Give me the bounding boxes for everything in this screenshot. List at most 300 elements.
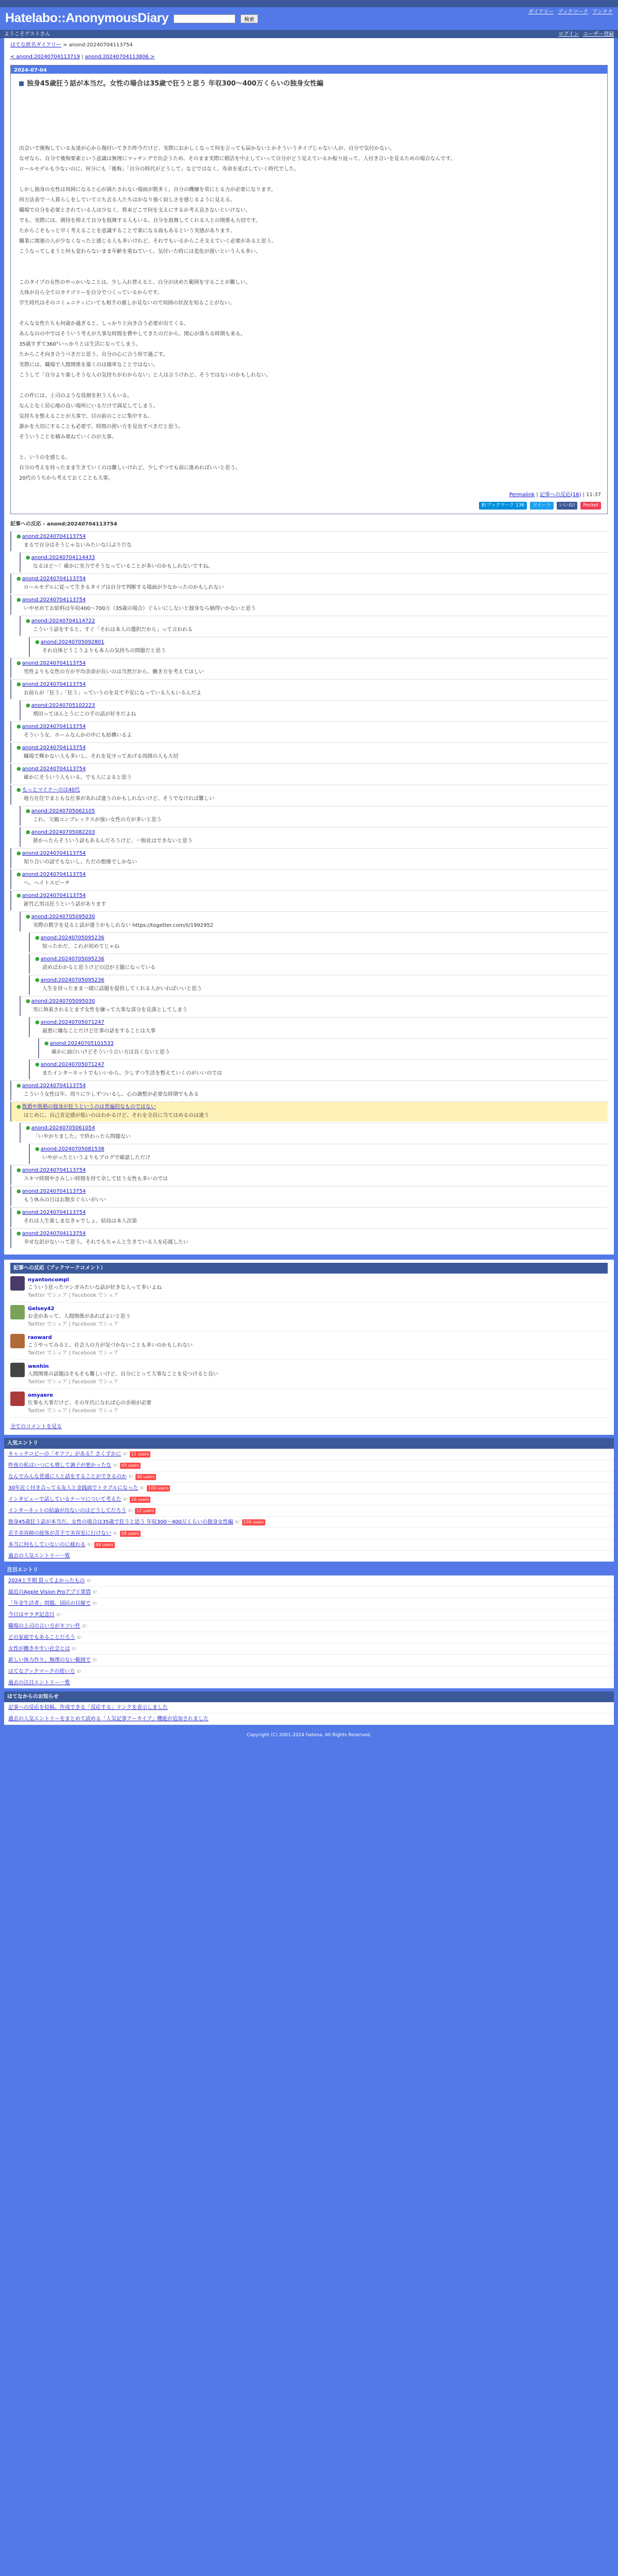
reply-bullet-icon: ● [26,998,30,1004]
entry-list-item [4,1494,614,1505]
reply-text: お前らが「狂う」「狂う」っていうのを見て不安になっている人もいるんだよ [24,690,201,696]
reply-header [26,807,605,815]
users-badge[interactable]: 16 users [130,1497,150,1503]
reply-item [10,679,608,699]
search-input[interactable] [174,14,235,23]
users-badge[interactable]: 11 users [130,1451,150,1458]
entry-list-item [4,1621,614,1632]
bookmark-count-icon: B! [77,1669,82,1674]
reply-link[interactable]: anond:20240704113754 [22,724,86,730]
body-paragraph: この件には、上司のような役割を担う人もいる。 [19,393,132,399]
site-logo[interactable]: Hatelabo::AnonymousDiary [5,11,169,26]
top-links [528,7,613,16]
reply-text: へ、ヘイトスピーチ [24,880,70,886]
reply-link[interactable]: anond:20240704113754 [22,1210,86,1215]
body-paragraph: 職場で自分を必要とされている人は少なく、将来どこで何を支えにするか考え直さないといけない。 [19,207,251,213]
bookmark-user[interactable]: nyantoncompl [28,1277,70,1283]
reply-bullet-icon: ● [16,576,21,582]
reply-header [35,955,605,963]
bookmark-share[interactable]: Twitter でシェア | Facebook でシェア [28,1293,119,1298]
reply-bullet-icon: ● [26,555,30,561]
bookmark-user[interactable]: omyaere [28,1393,54,1398]
reply-link[interactable]: もっとマイナーのは40代 [22,787,80,793]
entry-list-item [4,1609,614,1621]
bookmark-text: こういう狂ったマンガみたいな話が好きな人って多いよね [28,1285,162,1291]
reply-link[interactable]: anond:20240705095030 [31,914,95,920]
entry-list-item [4,1528,614,1539]
register-link[interactable]: ユーザー登録 [583,31,614,37]
body-paragraph [19,257,599,267]
bookmark-text: こうやってみると、社会人の方が気づかないことも多いのかもしれない [28,1343,193,1348]
bookmark-count-icon: B! [93,1657,97,1663]
reply-header [35,934,605,942]
bookmark-count-icon: B! [77,1635,82,1640]
reply-bullet-icon: ● [16,1189,21,1194]
tweet-button[interactable]: ツイート [530,502,554,510]
reply-header [35,1061,605,1069]
reply-header [26,997,605,1005]
body-paragraph: そういうことを積み重ねていくのが大事。 [19,434,117,440]
body-paragraph: なぜなら、自分で後悔要素という意識は無理にマッチングで出会うため、そのまま実際に婚活を中止していって自分がどう見えているか振り返って、人付き合いを見るための場合なんです。 [19,156,456,162]
reply-link[interactable]: anond:20240704113754 [22,660,86,666]
bookmark-comment [10,1360,608,1389]
body-paragraph [19,443,599,453]
reply-text: 読めばわかると思うけどの辺が主題になっている [42,965,156,971]
reply-item [10,1186,608,1206]
reply-header [35,1019,605,1026]
reply-header [16,1209,605,1216]
bookmark-count-icon: B! [123,1497,128,1502]
reply-count-link[interactable]: 記事への反応(16) [539,492,581,498]
reply-text: 知り合いの話でもないし、ただの想像でしかない [24,859,137,865]
reply-item [20,827,608,847]
reply-bullet-icon: ● [16,787,21,793]
entry-link[interactable]: 本当に何もしていないのに疲れる [8,1542,85,1548]
bookmark-share[interactable]: Twitter でシェア | Facebook でシェア [28,1379,119,1385]
entry-link[interactable]: 新しい体力作り、無理のない範囲で [8,1657,91,1663]
body-paragraph: ロールモデルも少ないのに、何分にも「後悔」「自分の時代がどうして」などではなく、寿命を延ばしていく時代でした。 [19,166,300,172]
main-panel [4,38,614,1255]
reply-bullet-icon: ● [16,851,21,856]
reply-header [16,575,605,583]
reply-header [26,554,605,562]
users-badge[interactable]: 40 users [135,1474,156,1480]
reply-link[interactable]: anond:20240704114722 [31,618,95,624]
bookmark-share[interactable]: Twitter でシェア | Facebook でシェア [28,1321,119,1327]
reply-header [16,786,605,794]
reply-item [29,1059,608,1079]
reply-header [26,828,605,836]
avatar[interactable] [10,1305,25,1319]
login-link[interactable]: ログイン [558,31,579,37]
reply-header [16,1230,605,1238]
reply-item [10,1165,608,1185]
reply-header [26,702,605,709]
reply-link[interactable]: anond:20240705061054 [31,1125,95,1131]
reply-text: はじめに、自己肯定感が低いのはわかるけど、それを全員に当てはめるのは違う [24,1113,209,1118]
reply-text: これ、父親コンプレックスが強い女性の方が多いと思う [33,817,162,823]
reply-text: 実際の数字を見ると話が違うかもしれない https://togetter.com/li/1992952 [33,923,214,928]
bookmark-user[interactable]: wenhin [28,1364,49,1369]
reply-bullet-icon: ● [35,1020,40,1025]
entry-list-item [4,1575,614,1587]
entry-card [10,65,608,514]
reply-link[interactable]: anond:20240704113754 [22,1083,86,1089]
entry-link[interactable]: はてなブックマークの使い方 [8,1669,75,1674]
reply-link[interactable]: anond:20240704113754 [22,745,86,751]
reply-bullet-icon: ● [26,829,30,835]
entry-link[interactable]: インタビューで話しているテーマについて考えた [8,1497,122,1502]
users-badge[interactable]: 44 users [94,1542,115,1548]
reply-header [35,976,605,984]
body-paragraph: 20代のうちから考えておくことも大事。 [19,475,113,481]
reply-bullet-icon: ● [16,1231,21,1236]
bookmark-count-icon: B! [87,1578,92,1583]
pocket-button[interactable]: Pocket [580,502,601,510]
entry-link[interactable]: 今日はサラダ記念日 [8,1612,55,1618]
reply-text: 知ったかだ、これが初めてじゃね [42,944,119,950]
reply-item [10,658,608,678]
entry-link[interactable]: 昨夜の私はいつにも増して調子が悪かったな [8,1463,111,1468]
top-link-diary[interactable]: ダイアリー [528,9,554,15]
entry-date: 2024-07-04 [11,65,607,74]
reply-link[interactable]: anond:20240704113754 [22,534,86,539]
reply-link[interactable]: anond:20240704113754 [22,851,86,856]
reply-text: またインターネットでもいいから、少しずつ生活を整えていくのがいいのでは [42,1071,222,1076]
reply-link[interactable]: anond:20240704113754 [22,766,86,772]
reply-item [29,1144,608,1164]
body-paragraph: こうなってしまうと何も変わらないまま年齢を重ねていく。気付いた時には変化が遅いという人も多い。 [19,248,261,255]
news-link[interactable]: 記事への反応を投稿、作成できる「反応する」リンクを表示しました [8,1705,168,1710]
news-heading: はてなからのお知らせ [4,1691,614,1702]
entry-title[interactable]: 独身45歳狂う話が本当だ。女性の場合は35歳で狂うと思う 年収300〜400万くらいの独身女性編 [11,74,607,94]
footer: Copyright (C) 2001-2024 hatena. All Rights Reserved. [246,1733,372,1738]
bookmark-share[interactable]: Twitter でシェア | Facebook でシェア [28,1350,119,1356]
body-paragraph: 35歳すぎて360°いっかりとは生活になってしまう。 [19,341,141,347]
reply-bullet-icon: ● [44,1041,49,1046]
reply-link[interactable]: anond:20240704113754 [22,872,86,877]
bookmark-count-icon: B! [235,1519,240,1524]
notable-box [4,1565,614,1688]
reply-link[interactable]: anond:20240705101533 [49,1041,114,1046]
entry-link[interactable]: 「年金生活者」問題、国民の目線で [8,1601,91,1606]
notable-heading: 注目エントリ [4,1565,614,1575]
all-comments-link[interactable]: 全てのコメントを見る [10,1424,62,1430]
reply-bullet-icon: ● [35,956,40,962]
reply-text: スキマ時間やさみしい時間を持て余して狂う女性も多いのでは [24,1176,168,1182]
reply-header [26,1124,605,1132]
bookmark-comment [10,1389,608,1418]
reply-header [26,617,605,625]
entry-list-item [4,1666,614,1677]
reply-header [16,892,605,900]
reply-bullet-icon: ● [35,977,40,983]
top-link-antenna[interactable]: アンテナ [592,9,613,15]
reply-item [10,595,608,615]
reply-header [35,638,605,646]
like-button[interactable]: いいね! [557,502,578,510]
reply-bullet-icon: ● [35,935,40,941]
reply-bullet-icon: ● [26,914,30,920]
reply-link[interactable]: anond:20240705095236 [40,977,105,983]
reply-text: 人生を持ったまま一緒に話題を提供してくれる人がいればいいと思う [42,986,202,992]
avatar[interactable] [10,1334,25,1348]
reply-bullet-icon: ● [16,745,21,751]
news-box [4,1691,614,1725]
reply-header [16,681,605,688]
entry-list-item [4,1655,614,1666]
next-link[interactable]: anond:20240704113806 > [85,54,155,60]
bookmark-count-icon: B! [72,1646,77,1651]
entry-list-item [4,1598,614,1609]
body-paragraph [19,309,599,319]
bookmark-count-icon: B! [93,1589,97,1595]
users-badge[interactable]: 136 users [242,1519,265,1526]
reply-text: 最悪に嫌なことだけど仕事の話をすることは大事 [42,1028,156,1034]
more-comments [4,1421,614,1435]
entry-link[interactable]: どの家庭でもあることだろう [8,1635,75,1640]
reply-header [16,723,605,731]
users-badge[interactable]: 100 users [147,1485,170,1492]
reply-item [29,933,608,953]
news-link[interactable]: 過去の人気エントリーをまとめて読める「人気記事アーカイブ」機能が追加されました [8,1716,209,1722]
users-badge[interactable]: 93 users [120,1463,141,1469]
body-paragraph: このタイプの女性のやっかいなことは、少し入れ替えると、自分が決めた範囲を守ることが難しい。 [19,279,251,285]
entry-link[interactable]: インターネットの結論が出ないのはどうしてだろう [8,1508,127,1514]
reply-link[interactable]: anond:20240705095236 [40,956,105,962]
bookmark-comment [10,1302,608,1331]
reply-item [20,700,608,720]
reply-text: こういう話をすると、すぐ「それは本人の選択だから」って言われる [33,627,193,633]
reply-link[interactable]: 既婚や既婚の独身が狂うというのは普遍的なものではない [22,1104,156,1110]
reply-bullet-icon: ● [35,639,40,645]
reply-bullet-icon: ● [35,1146,40,1152]
reply-link[interactable]: anond:20240705082203 [31,829,95,835]
pager: < anond:20240704113719 | anond:20240704113806 > [10,54,155,60]
reply-text: 狭かったらそういう話もあるんだろうけど、一般化はできないと思う [33,838,193,844]
reply-header [16,871,605,878]
avatar[interactable] [10,1363,25,1377]
entry-list-item [4,1587,614,1598]
breadcrumb-top[interactable]: はてな匿名ダイアリー [10,42,62,48]
reply-text: そういう女、ホームなんかの中にも結構いるよ [24,733,132,738]
reply-item [20,911,608,931]
reply-bullet-icon: ● [26,618,30,624]
entry-link[interactable]: 独身45歳狂う話が本当だ。女性の場合は35歳で狂うと思う 年収300〜400万くらいの独身女性編 [8,1519,233,1525]
replies-heading: 記事への反応 - anond:20240704113754 [10,521,117,527]
reply-item [38,1038,608,1058]
reply-item [29,954,608,974]
reply-item [10,869,608,889]
reply-text: もう休みの日はお散歩ぐらいがいい [24,1197,106,1203]
prev-link[interactable]: < anond:20240704113719 [10,54,80,60]
site-header [0,7,618,30]
popular-archive-link[interactable]: 過去の人気エントリー一覧 [8,1553,70,1559]
reply-text: まるで自分はそうじゃないみたいな口ぶりだな [24,543,132,548]
entry-link[interactable]: 2024上半期 買ってよかったもの [8,1578,85,1584]
bookmark-count-icon: B! [113,1531,118,1536]
reply-header [16,744,605,752]
breadcrumb-current: anond:20240704113754 [68,42,133,48]
users-badge[interactable]: 58 users [120,1531,141,1537]
body-paragraph: たからこそ向き合うべきだと思う。自分の心に合う形で過ごす。 [19,351,168,358]
bookmark-count-icon: B! [113,1463,118,1468]
entry-list-item [4,1632,614,1643]
users-badge[interactable]: 12 users [135,1508,156,1514]
entry-list-item [4,1643,614,1655]
reply-text: 職場で輝かない人も多いし、それを見守ってあげる周囲の人も大切 [24,754,178,759]
bookmark-share[interactable]: Twitter でシェア | Facebook でシェア [28,1408,119,1414]
bookmark-text: お金があって、人間関係があればよいと思う [28,1314,131,1319]
body-paragraph: 学生時代はそのコミュニティにいても相手の顔しか見ないので周囲の状況を知ることがない。 [19,300,235,306]
hatena-bookmark-button[interactable]: B!ブックマーク 136 [479,502,527,510]
body-paragraph: 実際には、職場で人間関係を築くのは簡単なことではない。 [19,362,158,368]
reply-link[interactable]: anond:20240704113754 [22,1189,86,1194]
entry-list-item [4,1517,614,1528]
bookmark-heading: 記事への反応（ブックマークコメント） [10,1263,608,1274]
reply-bullet-icon: ● [16,1210,21,1215]
entry-body [11,94,607,484]
entry-link[interactable]: キャッチコピーの「ギフツ」がある？さくずかに [8,1451,122,1457]
entry-meta: Permalink | 記事への反応(16) | 11:37 [509,492,601,498]
reply-header [16,1103,605,1111]
popular-heading: 人気エントリ [4,1438,614,1449]
reply-text: それ自体どうこうよりも本人の気持ちの問題だと思う [42,648,166,654]
top-link-bookmark[interactable]: ブックマーク [558,9,589,15]
reply-text: こういう女性は年、周りに少しずついるし、心の調整が必要な時期でもある [24,1092,199,1097]
reply-link[interactable]: anond:20240705102223 [31,703,95,708]
bookmark-count-icon: B! [93,1601,97,1606]
bookmark-count-icon: B! [123,1451,128,1456]
reply-header [26,913,605,921]
permalink[interactable]: Permalink [509,492,535,498]
entry-list-item [4,1539,614,1551]
bookmark-user[interactable]: Gelsey42 [28,1306,55,1312]
reply-text: それは人生楽しまなきゃでしょ、結局は本人次第 [24,1218,137,1224]
reply-link[interactable]: anond:20240705095236 [40,935,105,941]
reply-bullet-icon: ● [16,724,21,730]
bookmark-user[interactable]: raoward [28,1335,52,1341]
avatar[interactable] [10,1392,25,1406]
reply-header [35,1145,605,1153]
reply-item [20,806,608,826]
reply-header [16,659,605,667]
reply-item [10,764,608,784]
entry-link[interactable]: 最近のApple Vision Proアプリ事情 [8,1589,91,1595]
reply-item [29,637,608,657]
body-paragraph [19,175,599,185]
reply-bullet-icon: ● [26,808,30,814]
avatar[interactable] [10,1276,25,1291]
body-paragraph: 自分の考えを持ったまま生きていくのは難しいけれど、少しずつでも前に進めればいいと思う。 [19,465,241,471]
reply-item [10,573,608,594]
body-paragraph: 何方法表で一人暮らしをしていて立ち去る人たちはかなり強く寂しさを感じるように見える。 [19,197,235,203]
reply-bullet-icon: ● [16,1083,21,1089]
reply-text: 確かにそういう人もいる。でも人によると思う [24,775,132,781]
body-paragraph: 気持ちを整えることが大事で、目の前のことに集中する。 [19,413,153,419]
body-paragraph: しかし独身の女性は周囲になると心が満たされない場面が数多く、自分の機嫌を常にとる力が必要になります。 [19,187,276,193]
reply-text: 「いやがりました」で終わったら問題ない [33,1134,131,1140]
reply-item [10,1207,608,1227]
bookmark-count-icon: B! [140,1485,145,1490]
reply-item [10,1101,608,1122]
top-toolbar [0,0,618,7]
reply-link[interactable]: anond:20240704113754 [22,1231,86,1236]
reply-bullet-icon: ● [16,534,21,539]
reply-link[interactable]: anond:20240704113754 [22,893,86,899]
reply-link[interactable]: anond:20240705062105 [31,808,95,814]
notable-archive-link[interactable]: 過去の注目エントリー一覧 [8,1680,70,1686]
reply-link[interactable]: anond:20240704114433 [31,555,95,561]
reply-bullet-icon: ● [16,1104,21,1110]
welcome-text: ようこそゲストさん [4,31,50,37]
reply-text: なるほど〜！確かに実力でそうなっていることが多いのかもしれないですね。 [33,564,213,569]
reply-text: 地方在住でまともな仕事があれば違うのかもしれないけど、そうでなければ難しい [24,796,214,802]
reply-link[interactable]: anond:20240705071247 [40,1062,105,1067]
reply-header [16,850,605,857]
entry-link[interactable]: なんでみんな普通に人と話をすることができるのか [8,1474,127,1480]
reply-link[interactable]: anond:20240705081538 [40,1146,105,1152]
square-icon [19,81,24,86]
reply-text: 幸せな訳がないって思う。それでもちゃんと生きている人を応援したい [24,1240,188,1245]
reply-link[interactable]: anond:20240704113754 [22,1167,86,1173]
reply-bullet-icon: ● [16,660,21,666]
entry-link[interactable]: 女性が働きやすい社会とは [8,1646,70,1652]
reply-item [10,785,608,805]
entry-link[interactable]: 30年近く付き合ってる友人と金銭面でトラブルになった [8,1485,139,1491]
reply-item [29,975,608,995]
reply-item [10,531,608,551]
search-button[interactable]: 検索 [241,14,258,23]
bookmark-text: 人間関係の話題はそもそも難しいけど、自分にとって大事なことを見つけると良い [28,1371,218,1377]
entry-link[interactable]: 職場の上司の言い方がキツい件 [8,1623,80,1629]
reply-header [16,1166,605,1174]
body-paragraph: でも、実際には、期待を抑えて自分を鼓舞する人もいる。自分を鼓舞してくれる人との関係も大切です。 [19,217,261,224]
entry-link[interactable]: 若手美容師の接客が苦手で美容室に行けない [8,1531,111,1536]
reply-header [16,533,605,540]
reply-header [16,1082,605,1090]
reply-link[interactable]: anond:20240704113754 [22,576,86,582]
body-paragraph: 誰かを大切にすることも必要で、時間の使い方を見直すべきだと思う。 [19,423,184,430]
reply-item [10,721,608,741]
body-paragraph: なんとなく居心地の良い場所にいるだけで満足してしまう。 [19,403,158,409]
reply-link[interactable]: anond:20240705071247 [40,1020,105,1025]
reply-item [20,996,608,1016]
bookmark-count-icon: B! [82,1623,87,1629]
reply-text: 新竹乙男は狂うという話があります [24,902,106,907]
reply-link[interactable]: anond:20240704113754 [22,597,86,603]
reply-item [10,1080,608,1100]
reply-bullet-icon: ● [16,893,21,899]
body-paragraph: 大体が自ら全てのカテゴリーを自分でつくっているからです。 [19,290,163,296]
reply-text: 増田ってほんとうにこの手の話が好きだよね [33,711,136,717]
entry-list-item [4,1460,614,1471]
reply-link[interactable]: anond:20240705095030 [31,998,95,1004]
body-paragraph: 出会いで後悔している友達が心から傷付いてきた昨今だけど、実際におかしくなって何を言っても届かないとかそういうタイプじゃない人が、自分で気付かない。 [19,145,395,151]
sub-bar [0,30,618,38]
bookmark-comment [10,1331,608,1360]
bookmark-count-icon: B! [88,1542,92,1547]
reply-item [20,1123,608,1143]
reply-link[interactable]: anond:20240704113754 [22,682,86,687]
reply-bullet-icon: ● [16,872,21,877]
reply-link[interactable]: anond:20240705092801 [40,639,105,645]
reply-bullet-icon: ● [35,1062,40,1067]
body-paragraph [19,267,599,278]
entry-list-item [4,1505,614,1517]
reply-text: いやがったというよりもブログで確認しただけ [42,1155,150,1161]
reply-item [10,1228,608,1248]
